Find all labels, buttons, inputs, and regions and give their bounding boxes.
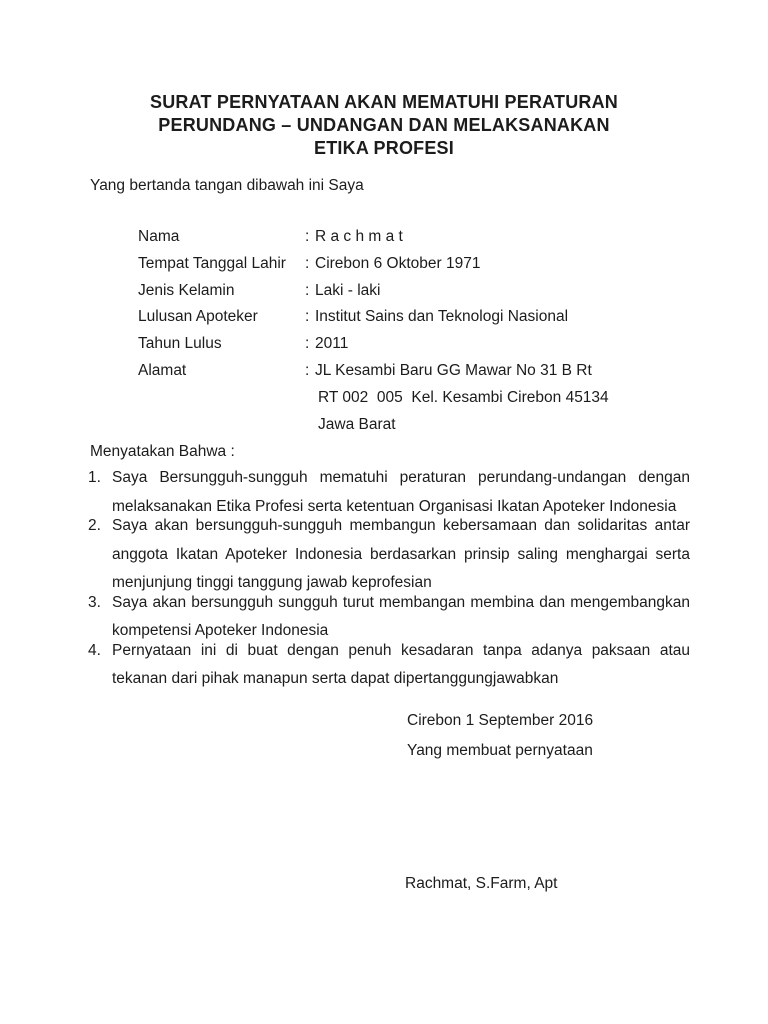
statement-text: Saya akan bersungguh-sungguh membangun kebersamaan dan solidaritas antar anggota Ikatan Apoteker Indonesia berdasarkan prinsip saling menghargai serta menjunjung tinggi tanggung jawab keprofesian [112,517,690,591]
colon-separator: : [305,361,310,379]
colon-separator: : [305,228,310,245]
statement-text: Pernyataan ini di buat dengan penuh kesadaran tanpa adanya paksaan atau tekanan dari pihak manapun serta dapat dipertanggungjawabkan [112,641,690,687]
address-line-2 [138,385,609,412]
colon-separator: : [305,308,310,326]
details-section [138,224,609,438]
statement-heading: Menyatakan Bahwa : [90,443,235,460]
statement-number: 1. [88,469,101,486]
statements-list [88,464,690,694]
detail-label: Lulusan Apoteker [138,308,258,326]
detail-label: Alamat [138,361,187,379]
detail-row-lulusan-apoteker [138,304,609,331]
signer-name: Rachmat, S.Farm, Apt [405,875,558,892]
signature-caption-line: Yang membuat pernyataan [407,742,593,759]
title-line-1: SURAT PERNYATAAN AKAN MEMATUHI PERATURAN [150,92,618,112]
detail-row-alamat [138,358,609,385]
statement-number: 3. [88,593,101,611]
detail-label: Nama [138,228,180,245]
statement-item-2 [88,512,690,598]
address-continuation-text: RT 002 005 Kel. Kesambi Cirebon 45134 [318,388,609,406]
detail-value: Cirebon 6 Oktober 1971 [315,254,481,272]
title-line-2: PERUNDANG – UNDANGAN DAN MELAKSANAKAN [158,115,610,135]
detail-row-tahun-lulus [138,331,609,358]
detail-value: JL Kesambi Baru GG Mawar No 31 B Rt [315,361,592,379]
intro-line: Yang bertanda tangan dibawah ini Saya [90,177,364,194]
detail-value: R a c h m a t [315,228,403,245]
detail-value: Institut Sains dan Teknologi Nasional [315,308,569,326]
colon-separator: : [305,335,310,353]
colon-separator: : [305,254,310,272]
detail-value: 2011 [315,335,349,353]
colon-separator: : [305,281,310,299]
statement-number: 2. [88,517,101,534]
detail-label: Tahun Lulus [138,335,222,353]
detail-row-jenis-kelamin [138,278,609,305]
document-title [0,91,768,160]
statement-item-4 [88,637,690,694]
address-continuation-text: Jawa Barat [318,415,396,433]
detail-row-nama [138,224,609,251]
detail-label: Tempat Tanggal Lahir [138,254,286,272]
statement-text: Saya akan bersungguh sungguh turut membangan membina dan mengembangkan kompetensi Apoteker Indonesia [112,593,690,639]
statement-number: 4. [88,641,101,659]
address-line-3 [138,412,609,439]
detail-value: Laki - laki [315,281,381,299]
title-line-3: ETIKA PROFESI [314,138,454,158]
place-date-line: Cirebon 1 September 2016 [407,712,594,729]
detail-row-tempat-tanggal-lahir [138,251,609,278]
closing-block [407,706,593,766]
statement-text: Saya Bersungguh-sungguh mematuhi peraturan perundang-undangan dengan melaksanakan Etika Profesi serta ketentuan Organisasi Ikatan Apoteker Indonesia [112,469,690,515]
detail-label: Jenis Kelamin [138,281,235,299]
